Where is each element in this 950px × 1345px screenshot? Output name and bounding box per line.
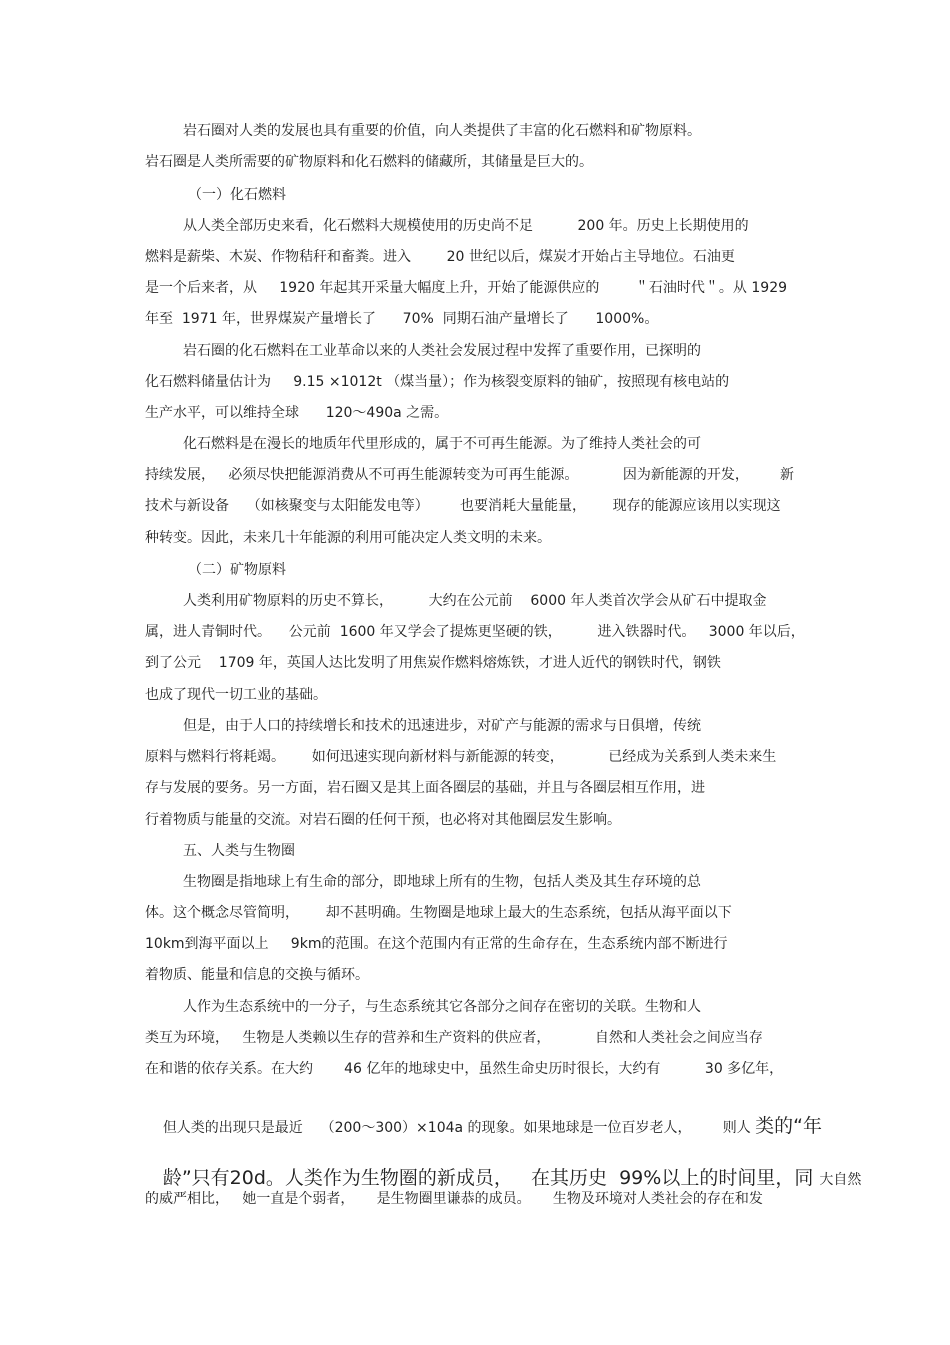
paragraph-line: 生物圈是指地球上有生命的部分，即地球上所有的生物，包括人类及其生存环境的总	[183, 874, 701, 890]
paragraph-line: 技术与新设备 （如核聚变与太阳能发电等） 也要消耗大量能量， 现存的能源应该用以实现这	[145, 498, 781, 514]
paragraph-line: 原料与燃料行将耗竭。 如何迅速实现向新材料与新能源的转变， 已经成为关系到人类未来生	[145, 749, 777, 765]
paragraph-line: 从人类全部历史来看，化石燃料大规模使用的历史尚不足 200 年。历史上长期使用的	[183, 218, 749, 234]
section-heading: （二）矿物原料	[188, 562, 286, 578]
paragraph-line: 化石燃料储量估计为 9.15 ×1012t （煤当量）；作为核裂变原料的铀矿，按照现有核电站的	[145, 374, 730, 390]
paragraph-line: 属，进人青铜时代。 公元前 1600 年又学会了提炼更坚硬的铁， 进入铁器时代。 3000 年以后，	[145, 624, 805, 640]
paragraph-line: 化石燃料是在漫长的地质年代里形成的，属于不可再生能源。为了维持人类社会的可	[183, 436, 701, 452]
text-run-large: 类的“年	[755, 1115, 822, 1137]
paragraph-line: 岩石圈对人类的发展也具有重要的价值，向人类提供了丰富的化石燃料和矿物原料。	[183, 123, 701, 139]
paragraph-line: 到了公元 1709 年，英国人达比发明了用焦炭作燃料熔炼铁，才进人近代的钢铁时代，钢铁	[145, 655, 721, 671]
paragraph-line: 燃料是薪柴、木炭、作物秸秆和畜粪。进入 20 世纪以后，煤炭才开始占主导地位。石油更	[145, 249, 735, 265]
paragraph-line: 着物质、能量和信息的交换与循环。	[145, 967, 369, 983]
paragraph-line: 体。这个概念尽管简明， 却不甚明确。生物圈是地球上最大的生态系统，包括从海平面以下	[145, 905, 732, 921]
paragraph-line: 种转变。因此，未来几十年能源的利用可能决定人类文明的未来。	[145, 530, 551, 546]
paragraph-line: 在和谐的依存关系。在大约 46 亿年的地球史中，虽然生命史历时很长，大约有 30 多亿年，	[145, 1061, 784, 1077]
paragraph-line: 年至 1971 年，世界煤炭产量增长了 70% 同期石油产量增长了 1000%。	[145, 311, 659, 327]
text-run: 但人类的出现只是最近 （200～300）×104a 的现象。如果地球是一位百岁老人， 则人	[162, 1120, 756, 1136]
paragraph-line: 类互为环境， 生物是人类赖以生存的营养和生产资料的供应者， 自然和人类社会之间应当存	[145, 1030, 763, 1046]
paragraph-line: 10km到海平面以上 9km的范围。在这个范围内有正常的生命存在，生态系统内部不断进行	[145, 936, 728, 952]
paragraph-line: 的威严相比， 她一直是个弱者， 是生物圈里谦恭的成员。 生物及环境对人类社会的存在和发	[145, 1191, 763, 1207]
text-run: 大自然	[819, 1172, 862, 1188]
paragraph-line: 人类利用矿物原料的历史不算长， 大约在公元前 6000 年人类首次学会从矿石中提取金	[183, 593, 767, 609]
paragraph-line: 岩石圈是人类所需要的矿物原料和化石燃料的储藏所，其储量是巨大的。	[145, 154, 593, 170]
paragraph-line: 也成了现代一切工业的基础。	[145, 687, 327, 703]
paragraph-line: 持续发展， 必须尽快把能源消费从不可再生能源转变为可再生能源。 因为新能源的开发， 新	[145, 467, 795, 483]
paragraph-line: 行着物质与能量的交流。对岩石圈的任何干预，也必将对其他圈层发生影响。	[145, 812, 621, 828]
paragraph-line: 生产水平，可以维持全球 120～490a 之需。	[145, 405, 449, 421]
paragraph-line: 但是，由于人口的持续增长和技术的迅速进步，对矿产与能源的需求与日俱增，传统	[183, 718, 701, 734]
paragraph-line: 是一个后来者，从 1920 年起其开采量大幅度上升，开始了能源供应的 ＂石油时代＂。从 1929	[145, 280, 788, 296]
section-heading: （一）化石燃料	[188, 187, 286, 203]
text-run-large: 龄”只有20d。人类作为生物圈的新成员， 在其历史 99%以上的时间里，同	[162, 1167, 820, 1189]
paragraph-line: 岩石圈的化石燃料在工业革命以来的人类社会发展过程中发挥了重要作用，已探明的	[183, 343, 701, 359]
paragraph-line: 存与发展的要务。另一方面，岩石圈又是其上面各圈层的基础，并且与各圈层相互作用，进	[145, 780, 705, 796]
paragraph-line: 人作为生态系统中的一分子，与生态系统其它各部分之间存在密切的关联。生物和人	[183, 999, 701, 1015]
section-heading: 五、人类与生物圈	[183, 843, 295, 859]
